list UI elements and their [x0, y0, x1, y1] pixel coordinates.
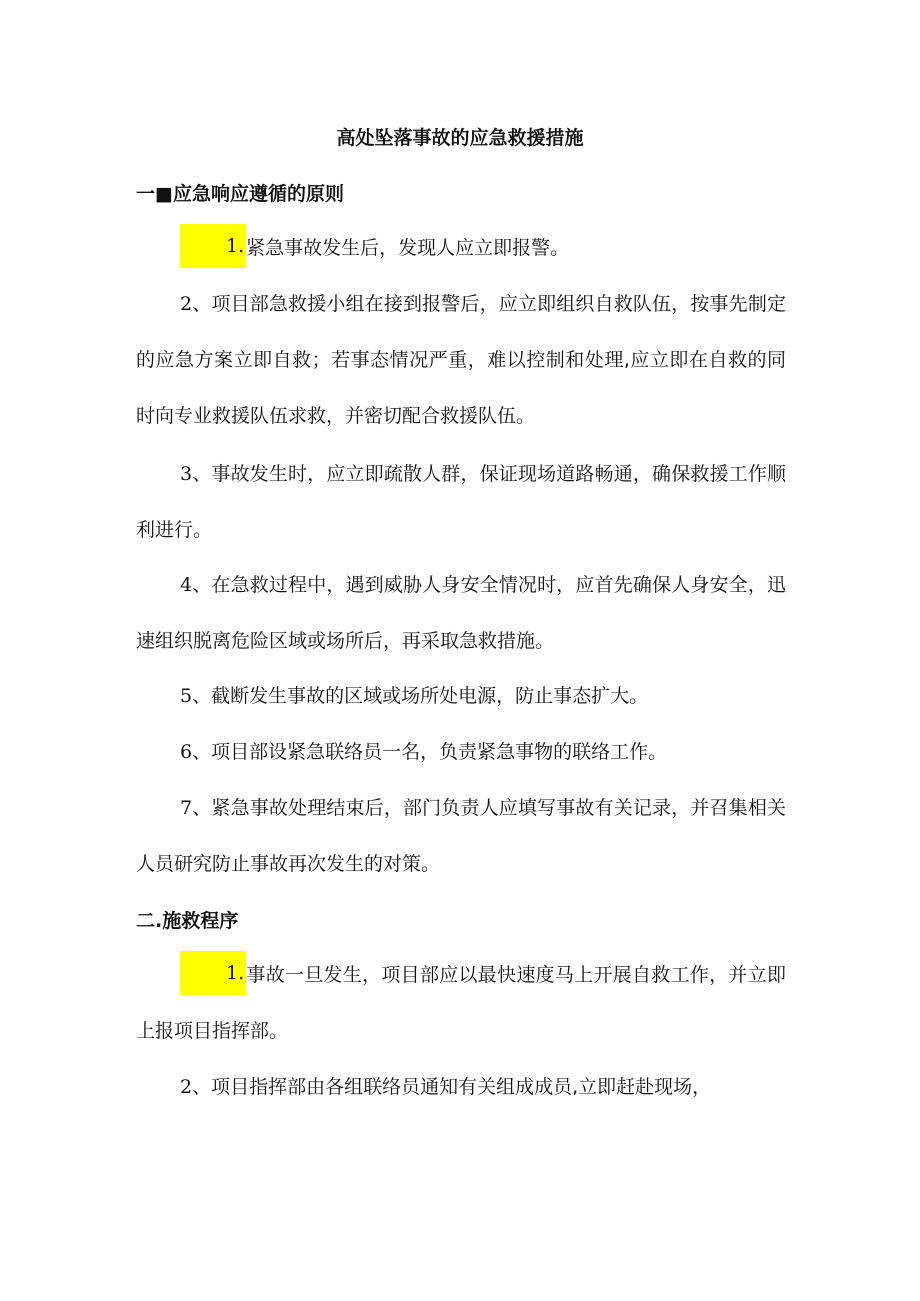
document-title: 高处坠落事故的应急救援措施	[336, 127, 584, 149]
item-number: 2、	[180, 293, 212, 315]
item-text: 项目部急救援小组在接到报警后，应立即组织自救队伍，按事先制定的应急方案立即自救；若事态情况严重，难以控制和处理,应立即在自救的同时向专业救援队伍求救，并密切配合救援队伍。	[136, 293, 786, 427]
item-text: 项目部设紧急联络员一名，负责紧急事物的联络工作。	[211, 741, 668, 763]
section1-heading: 一■应急响应遵循的原则	[136, 183, 344, 205]
section1-item-5	[136, 668, 786, 724]
section2-heading: 二.施救程序	[136, 910, 239, 932]
section1-item-6	[136, 724, 786, 780]
section1-item-1	[136, 220, 786, 276]
item-number-highlighted: 1.	[180, 951, 246, 995]
item-number-highlighted: 1.	[180, 224, 246, 268]
item-text: 事故发生时，应立即疏散人群，保证现场道路畅通，确保救援工作顺利进行。	[136, 463, 786, 541]
item-text: 截断发生事故的区域或场所处电源，防止事态扩大。	[211, 685, 649, 707]
item-number: 6、	[180, 741, 212, 763]
section1-item-2	[136, 276, 786, 444]
item-number: 5、	[180, 685, 212, 707]
item-text: 事故一旦发生，项目部应以最快速度马上开展自救工作，并立即上报项目指挥部。	[136, 964, 786, 1042]
section1-item-3	[136, 446, 786, 558]
item-number: 2、	[180, 1076, 212, 1098]
item-text: 项目指挥部由各组联络员通知有关组成成员,立即赶赴现场，	[211, 1076, 712, 1098]
item-number: 3、	[180, 463, 212, 485]
section1-item-7	[136, 780, 786, 892]
item-text: 紧急事故处理结束后，部门负责人应填写事故有关记录，并召集相关人员研究防止事故再次发生的对策。	[136, 797, 786, 875]
section1-item-4	[136, 557, 786, 669]
section2-item-2	[136, 1059, 786, 1115]
item-number: 4、	[180, 574, 212, 596]
item-text: 紧急事故发生后，发现人应立即报警。	[246, 237, 570, 259]
item-number: 7、	[180, 797, 212, 819]
section2-item-1	[136, 947, 786, 1059]
item-text: 在急救过程中，遇到威胁人身安全情况时，应首先确保人身安全，迅速组织脱离危险区域或场所后，再采取急救措施。	[136, 574, 786, 652]
